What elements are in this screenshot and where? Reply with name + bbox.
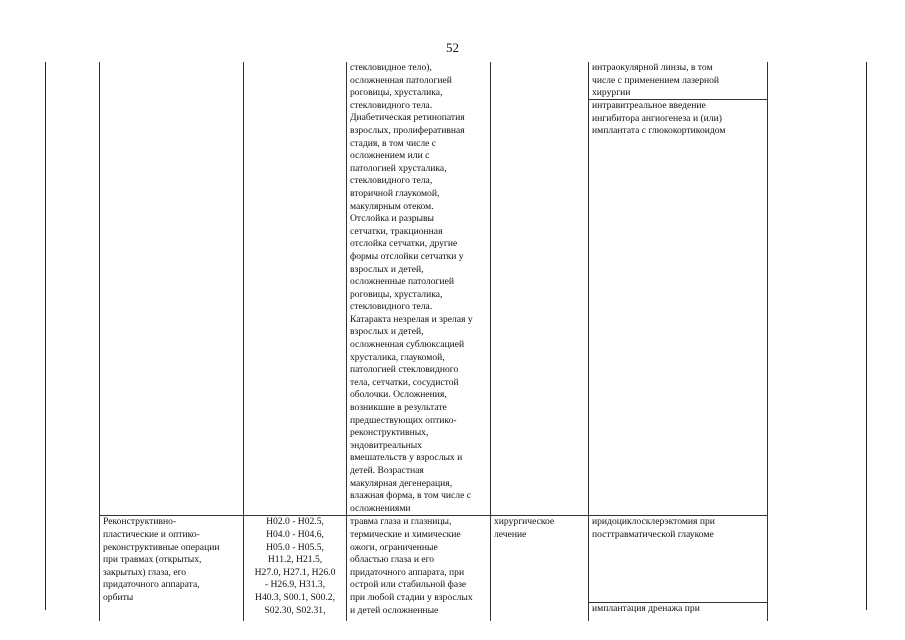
profile-cell: [100, 516, 244, 621]
table-row: [100, 62, 768, 516]
codes-text: H02.0 - H02.5, H04.0 - H04.6, H05.0 - H05.5, H11.2, H21.5, H27.0, H27.1, H26.0 - H26.9, H31.3, H40.3, S00.1, S00.2, S02.30, S02.31,: [254, 516, 336, 616]
treatment-cell: [491, 62, 589, 516]
diagnosis-cell: [347, 62, 491, 516]
profile-cell: [100, 62, 244, 516]
treatment-table: [99, 62, 768, 621]
method-item: иридоциклосклерэктомия при посттравматической глаукоме: [592, 516, 715, 540]
left-margin-line: [45, 62, 46, 610]
method-item: имплантация дренажа при: [589, 602, 767, 616]
codes-cell: [244, 62, 347, 516]
treatment-cell: [491, 516, 589, 621]
method-item: интраокулярной линзы, в том числе с применением лазерной хирургии: [589, 62, 767, 100]
table-row: [100, 516, 768, 621]
methods-cell: [589, 516, 768, 621]
codes-cell: [244, 516, 347, 621]
profile-text: Реконструктивно- пластические и оптико- реконструктивные операции при травмах (открытых, закрытых) глаза, его придаточного аппарата, орбиты: [103, 516, 220, 603]
diagnosis-cell: [347, 516, 491, 621]
method-item: интравитреальное введение ингибитора ангиогенеза и (или) имплантата с глюкокортикоидом: [592, 100, 726, 137]
diagnosis-text: травма глаза и глазницы, термические и химические ожоги, ограниченные областью глаза и его придаточного аппарата, при острой или стабильной фазе при любой стадии у взрослых и детей осложненные: [350, 516, 473, 616]
diagnosis-text: стекловидное тело), осложненная патологией роговицы, хрусталика, стекловидного тела. Диабетическая ретинопатия взрослых, пролиферативная стадия, в том числе с осложнением или с патологией хрусталика, стекловидного тела, вторичной глаукомой, макулярным отеком. Отслойка и разрывы сетчатки, тракционная отслойка сетчатки, другие формы отслойки сетчатки у взрослых и детей, осложненные патологией роговицы, хрусталика, стекловидного тела. Катаракта незрелая и зрелая у взрослых и детей, осложненная сублюксацией хрусталика, глаукомой, патологией стекловидного тела, сетчатки, сосудистой оболочки. Осложнения, возникшие в результате предшествующих оптико- реконструктивных, эндовитреальных вмешательств у взрослых и детей. Возрастная макулярная дегенерация, влажная форма, в том числе с осложнениями: [350, 62, 473, 514]
methods-cell: [589, 62, 768, 516]
right-margin-line: [866, 62, 867, 610]
treatment-text: хирургическое лечение: [494, 516, 555, 540]
page-number: 52: [446, 40, 459, 55]
